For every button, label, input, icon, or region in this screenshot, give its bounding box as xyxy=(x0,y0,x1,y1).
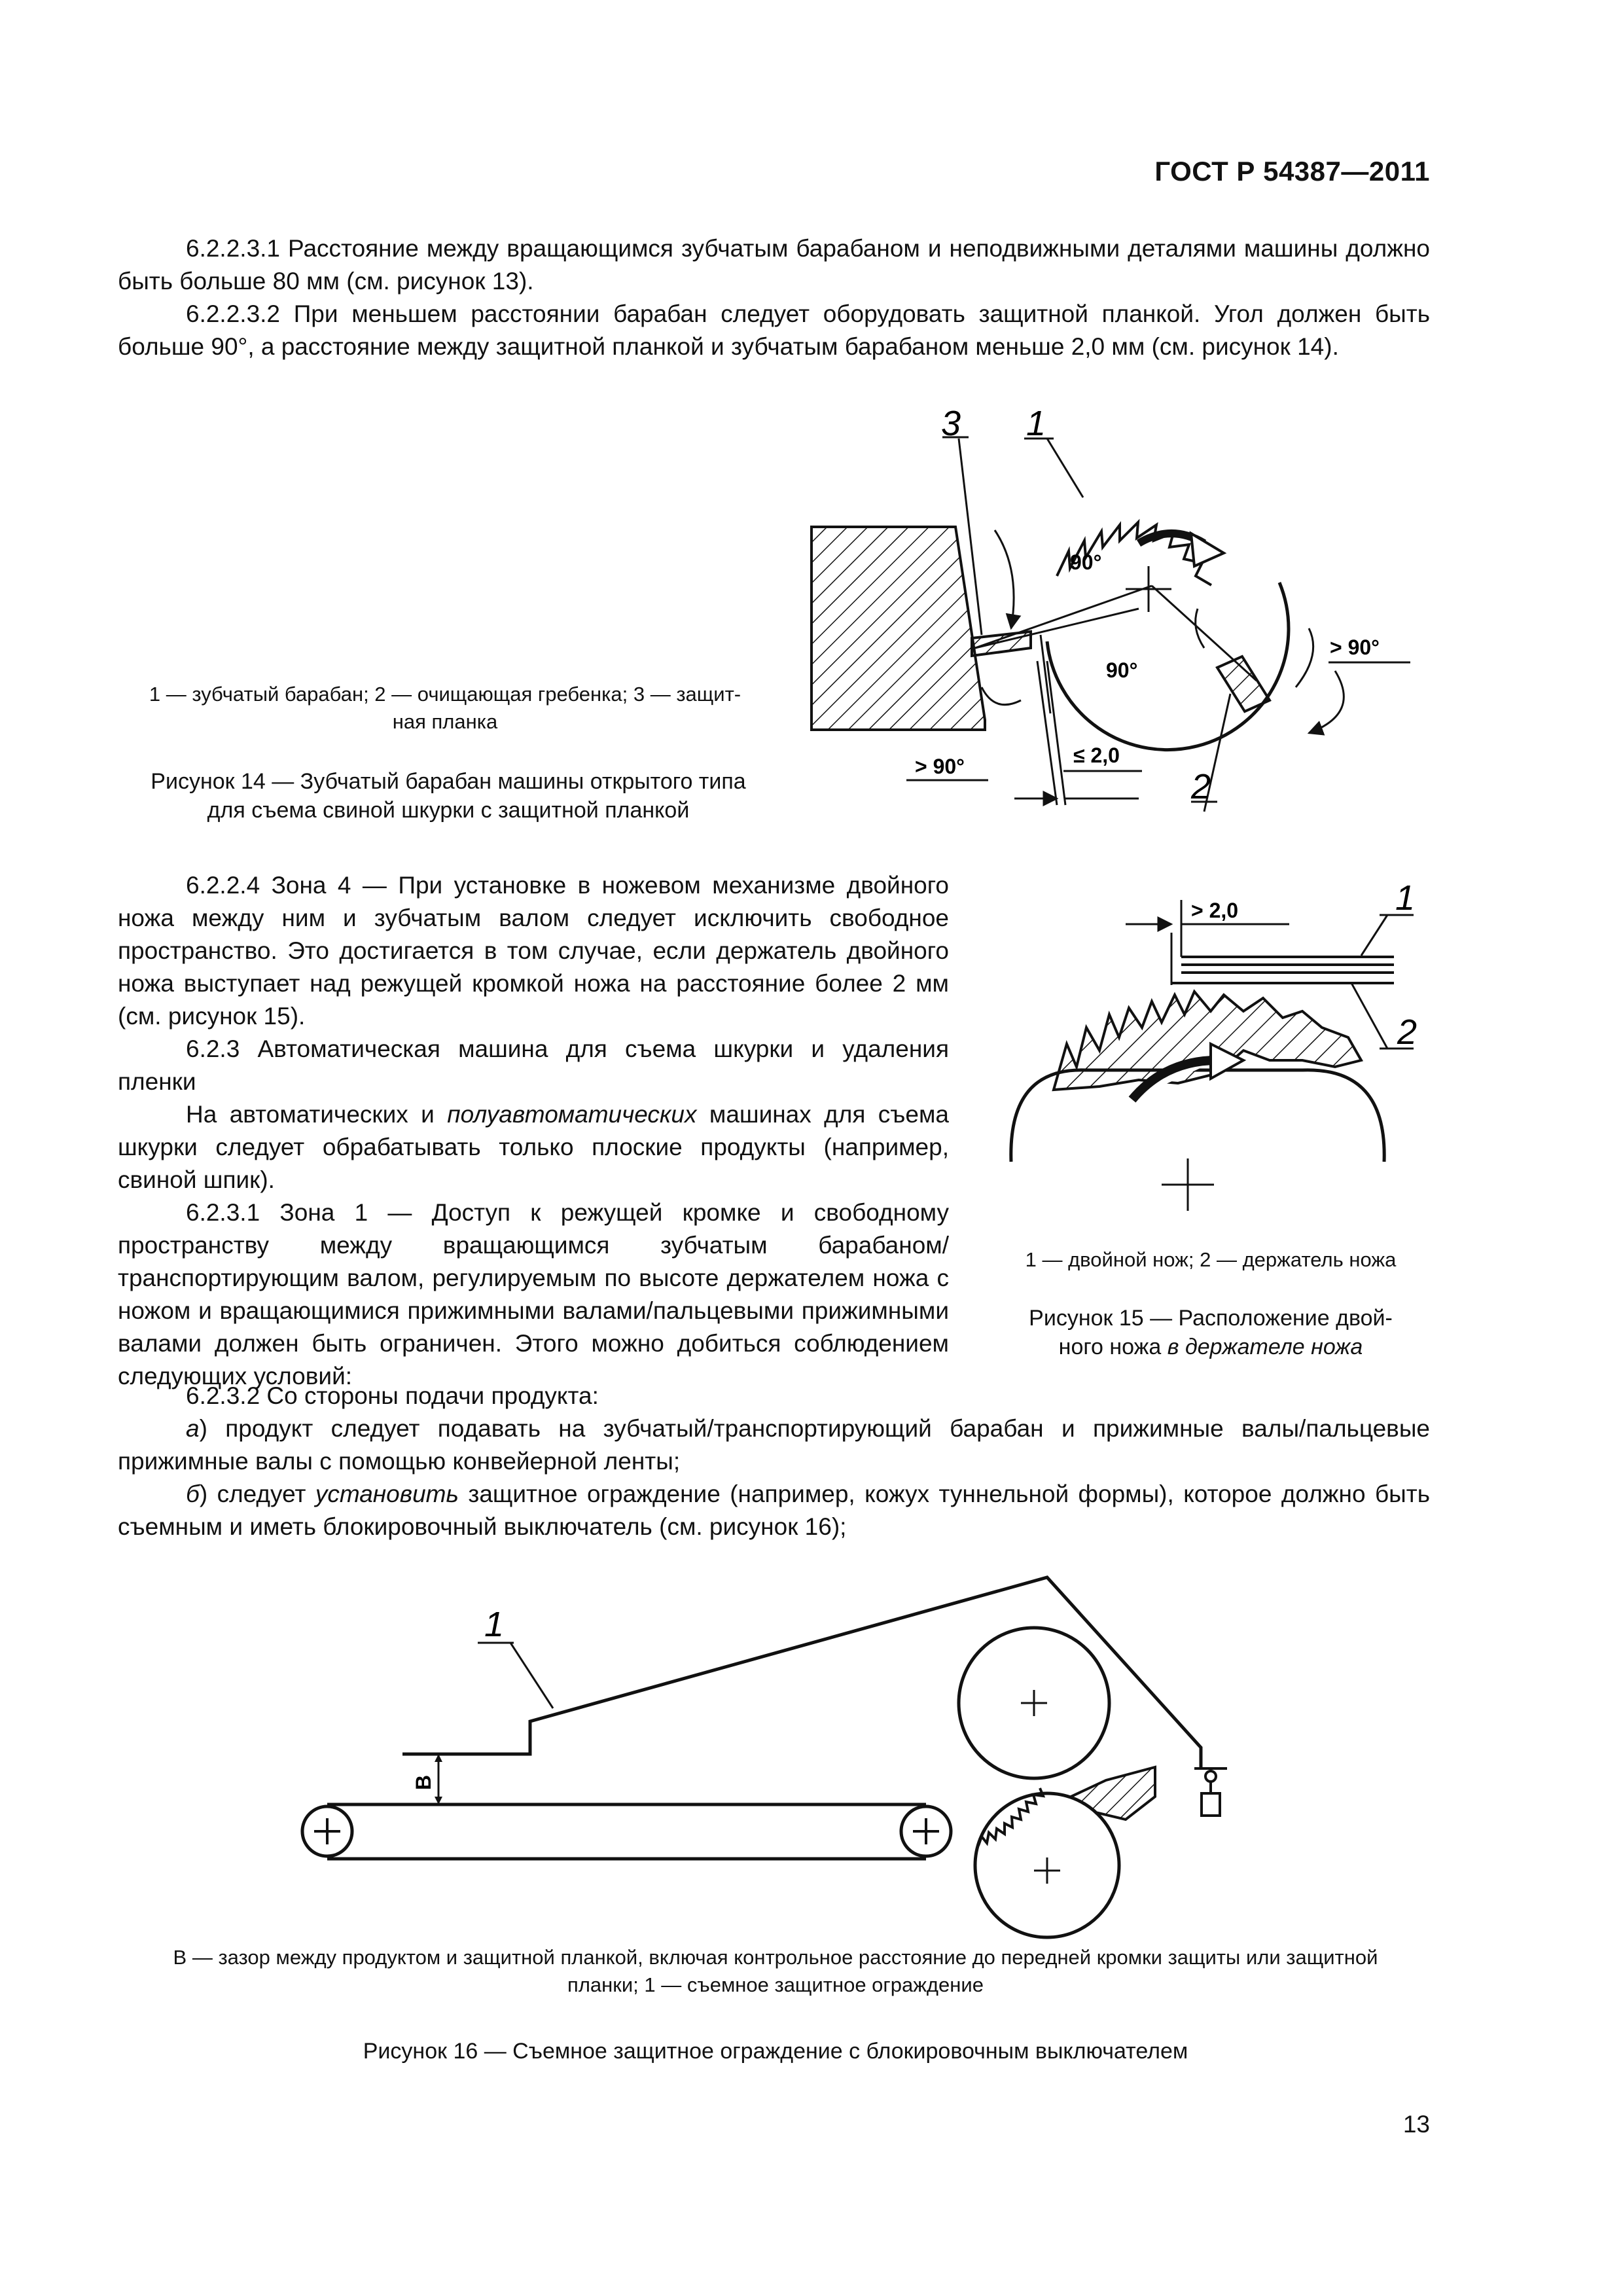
list-item-b-post: защитное ограждение (например, кожух туннельной формы), которое должно быть съемным и иметь блокировочный выключатель (см. рисунок 16); xyxy=(118,1480,1430,1540)
fig15-label-1: 1 xyxy=(1395,878,1416,918)
figure-15-caption-line2 xyxy=(982,1333,1440,1361)
fig15-label-2: 2 xyxy=(1397,1013,1418,1052)
fig16-label-1: 1 xyxy=(484,1605,505,1644)
toothed-drum-arc xyxy=(1047,583,1289,750)
figure-15-caption xyxy=(982,1304,1440,1361)
figure-16-caption: Рисунок 16 — Съемное защитное ограждение с блокировочным выключателем xyxy=(363,2039,1188,2064)
toothed-band xyxy=(1054,992,1361,1090)
figure-15-drawing xyxy=(995,870,1427,1237)
list-item-a-marker: а xyxy=(186,1415,200,1442)
para-6-2-2-3-1: 6.2.2.3.1 Расстояние между вращающимся зубчатым барабаном и неподвижными деталями машины должно быть больше 80 мм (см. рисунок 13). xyxy=(118,235,1430,295)
list-item-b-pre: ) следует xyxy=(199,1480,315,1507)
figure-15-legend: 1 — двойной нож; 2 — держатель ножа xyxy=(1025,1248,1397,1271)
fig15-gap: > 2,0 xyxy=(1191,899,1239,922)
semi-after: машинах для съема шкурки следует обрабатывать только плоские продукты (например, свиной шпик). xyxy=(118,1101,949,1193)
list-paragraphs xyxy=(118,1380,1430,1543)
fig14-angle-gt90-left: > 90° xyxy=(915,755,965,778)
figure-14-legend xyxy=(118,681,772,736)
figure-15-caption-line1: Рисунок 15 — Расположение двой- xyxy=(1029,1306,1393,1331)
para-6-2-3-1: 6.2.3.1 Зона 1 — Доступ к режущей кромке и свободному пространству между вращающимся зубчатым барабаном/транспортирующим валом, регулируемым по высоте держателем ножа с ножом и вращающимися прижимными валами/пальцевыми прижимными валами должен быть ограничен. Этого можно добиться соблюдением следующих условий: xyxy=(118,1199,949,1390)
list-item-a-text: ) продукт следует подавать на зубчатый/транспортирующий барабан и прижимные валы/пальцевые прижимные валы с помощью конвейерной ленты; xyxy=(118,1415,1430,1475)
semi-italic: полуавтоматических xyxy=(447,1101,697,1128)
fig14-label-2: 2 xyxy=(1191,767,1211,806)
list-item-b-marker: б xyxy=(186,1480,200,1507)
figure-14-drawing xyxy=(798,404,1427,844)
fig14-angle-90-top: 90° xyxy=(1070,550,1102,574)
middle-paragraphs xyxy=(118,869,949,1393)
figure-16-drawing xyxy=(288,1558,1309,1924)
figure-16-legend-line1: B — зазор между продуктом и защитной планкой, включая контрольное расстояние до передней кромки защиты или защитной xyxy=(173,1946,1378,1969)
fig14-angle-90-right: 90° xyxy=(1106,658,1138,682)
fig14-label-1: 1 xyxy=(1026,404,1046,443)
fig14-angle-gt90-right: > 90° xyxy=(1330,636,1380,659)
fig14-label-3: 3 xyxy=(941,404,961,443)
fig16-label-b: B xyxy=(412,1774,435,1790)
rotation-arrow-head xyxy=(1191,533,1224,566)
top-paragraphs xyxy=(118,232,1430,363)
figure-15-caption-italic: в держателе ножа xyxy=(1167,1335,1363,1359)
figure-14-legend-line2: ная планка xyxy=(392,710,498,733)
list-item-a xyxy=(118,1412,1430,1478)
semi-before: На автоматических и xyxy=(186,1101,448,1128)
cleaning-comb xyxy=(1217,656,1270,711)
document-header: ГОСТ Р 54387—2011 xyxy=(1154,156,1430,187)
figure-14-caption xyxy=(111,767,785,825)
fig14-gap: ≤ 2,0 xyxy=(1073,744,1120,767)
para-6-2-2-3-2: 6.2.2.3.2 При меньшем расстоянии барабан следует оборудовать защитной планкой. Угол должен быть больше 90°, а расстояние между защитной планкой и зубчатым барабаном меньше 2,0 мм (см. рисунок 14). xyxy=(118,300,1430,360)
figure-14-caption-line2: для съема свиной шкурки с защитной планкой xyxy=(207,798,690,823)
interlock-switch xyxy=(1202,1793,1220,1816)
para-6-2-3: 6.2.3 Автоматическая машина для съема шкурки и удаления пленки xyxy=(118,1035,949,1095)
fixed-part xyxy=(812,527,985,730)
figure-16-legend xyxy=(111,1944,1440,1999)
para-6-2-2-4: 6.2.2.4 Зона 4 — При установке в ножевом механизме двойного ножа между ним и зубчатым валом следует исключить свободное пространство. Это достигается в том случае, если держатель двойного ножа выступает над режущей кромкой ножа на расстояние более 2 мм (см. рисунок 15). xyxy=(118,872,949,1030)
page-number: 13 xyxy=(1402,2111,1430,2138)
list-item-b-italic: установить xyxy=(315,1480,459,1507)
para-6-2-3-2: 6.2.3.2 Со стороны подачи продукта: xyxy=(186,1382,599,1409)
figure-16-legend-line2: планки; 1 — съемное защитное ограждение xyxy=(567,1973,984,1996)
guard-bar xyxy=(972,632,1031,656)
figure-14-legend-line1: 1 — зубчатый барабан; 2 — очищающая гребенка; 3 — защит- xyxy=(149,683,741,706)
figure-15-caption-plain: ного ножа xyxy=(1058,1335,1168,1359)
para-semiautomatic xyxy=(118,1098,949,1196)
figure-14-caption-line1: Рисунок 14 — Зубчатый барабан машины открытого типа xyxy=(151,769,746,794)
list-item-b xyxy=(118,1478,1430,1543)
